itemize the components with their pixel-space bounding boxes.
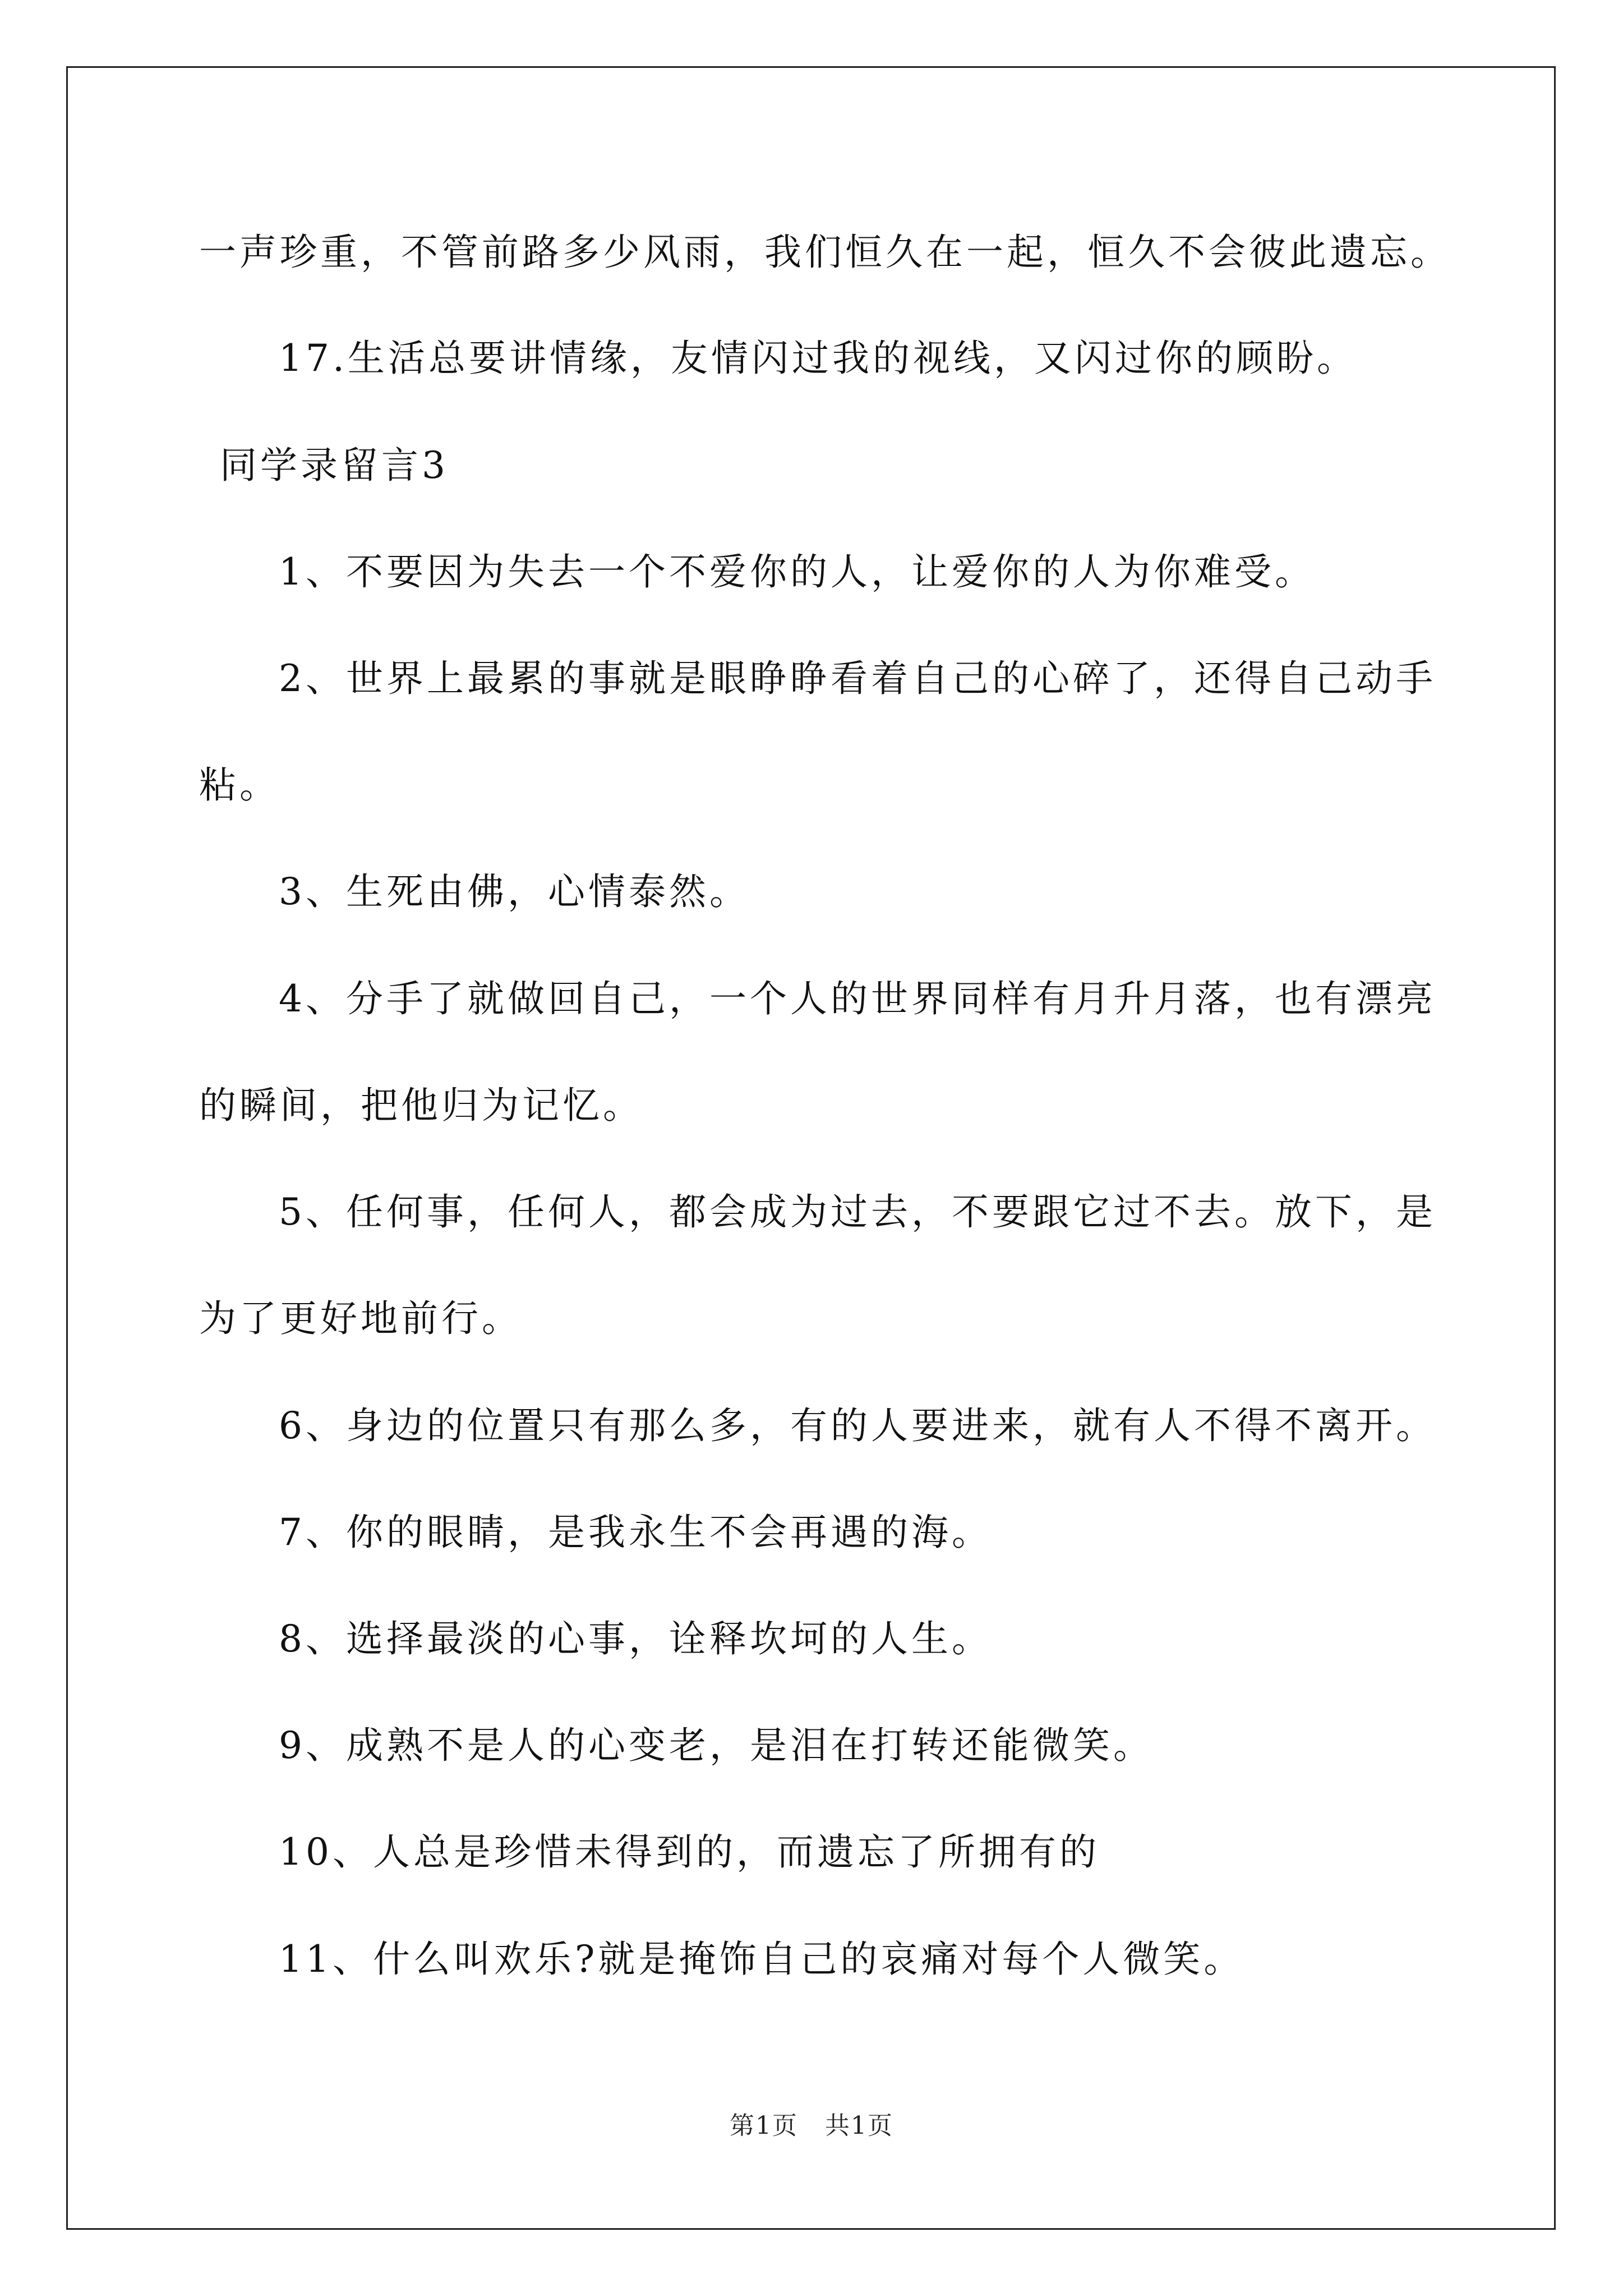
text-line: 一声珍重，不管前路多少风雨，我们恒久在一起，恒久不会彼此遗忘。 (199, 231, 1451, 274)
list-item: 8、选择最淡的心事，诠释坎坷的人生。 (279, 1617, 992, 1660)
page-number: 第1页 (730, 2111, 799, 2140)
text-line: 17.生活总要讲情缘，友情闪过我的视线，又闪过你的顾盼。 (279, 337, 1357, 380)
list-item: 1、不要因为失去一个不爱你的人，让爱你的人为你难受。 (279, 550, 1315, 593)
list-item: 2、世界上最累的事就是眼睁睁看着自己的心碎了，还得自己动手 (279, 657, 1436, 700)
page-footer (0, 2110, 1623, 2142)
list-item: 3、生死由佛，心情泰然。 (279, 870, 750, 913)
list-item: 6、身边的位置只有那么多，有的人要进来，就有人不得不离开。 (279, 1404, 1436, 1447)
list-item: 5、任何事，任何人，都会成为过去，不要跟它过不去。放下，是 (279, 1190, 1436, 1234)
list-item-continuation: 为了更好地前行。 (199, 1297, 522, 1340)
list-item: 4、分手了就做回自己，一个人的世界同样有月升月落，也有漂亮 (279, 977, 1436, 1020)
list-item: 9、成熟不是人的心变老，是泪在打转还能微笑。 (279, 1724, 1154, 1767)
list-item-continuation: 的瞬间，把他归为记忆。 (199, 1084, 643, 1127)
list-item-continuation: 粘。 (199, 763, 280, 807)
page-total: 共1页 (824, 2111, 893, 2140)
list-item: 11、什么叫欢乐?就是掩饰自己的哀痛对每个人微笑。 (279, 1938, 1244, 1981)
section-heading: 同学录留言3 (220, 444, 449, 487)
list-item: 7、你的眼睛，是我永生不会再遇的海。 (279, 1511, 992, 1554)
list-item: 10、人总是珍惜未得到的，而遗忘了所拥有的 (279, 1830, 1100, 1874)
